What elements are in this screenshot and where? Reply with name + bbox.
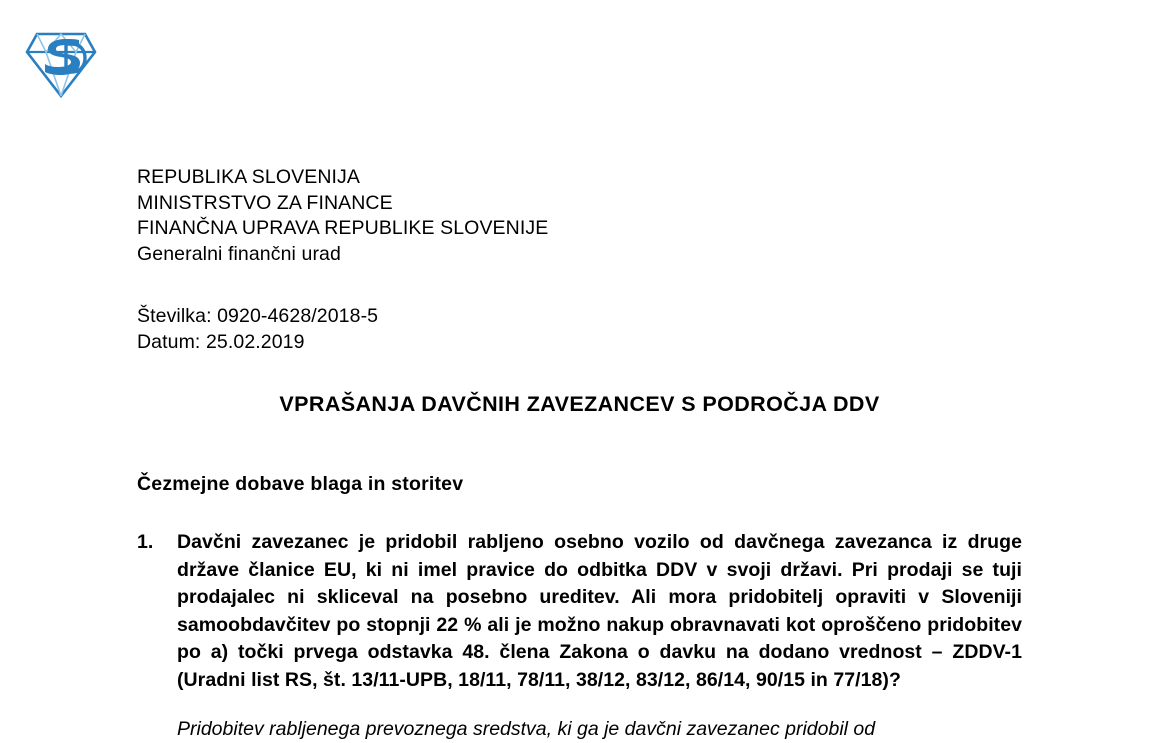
reference-date: Datum: 25.02.2019 <box>137 330 305 353</box>
answer-paragraph: Pridobitev rabljenega prevoznega sredstva, ki ga je davčni zavezanec pridobil od <box>177 718 876 740</box>
section-heading: Čezmejne dobave blaga in storitev <box>137 473 464 495</box>
question-text: Davčni zavezanec je pridobil rabljeno osebno vozilo od davčnega zavezanca iz druge države članice EU, ki ni imel pravice do odbitka DDV v svoji državi. Pri prodaji se tuji prodajalec ni skliceval na posebno ureditev. Ali mora pridobitelj opraviti v Sloveniji samoobdavčitev po stopnji 22 % ali je možno nakup obravnavati kot oproščeno pridobitev po a) točki prvega odstavka 48. člena Zakona o davku na dodano vrednost – ZDDV-1 (Uradni list RS, št. 13/11-UPB, 18/11, 78/11, 38/12, 83/12, 86/14, 90/15 in 77/18)? <box>177 531 1022 691</box>
organization-line-3: FINANČNA UPRAVA REPUBLIKE SLOVENIJE <box>137 217 549 239</box>
list-item <box>137 529 1022 694</box>
answer-paragraph-clipped <box>137 716 1022 743</box>
document-content <box>137 165 1022 694</box>
reference-number: Številka: 0920-4628/2018-5 <box>137 305 379 327</box>
page-title: VPRAŠANJA DAVČNIH ZAVEZANCEV S PODROČJA DDV <box>279 392 880 416</box>
organization-line-4: Generalni finančni urad <box>137 242 341 265</box>
organization-line-1: REPUBLIKA SLOVENIJA <box>137 166 360 188</box>
question-number: 1. <box>137 531 154 553</box>
reference-block <box>137 304 1022 355</box>
fursa-diamond-logo-icon <box>22 28 100 100</box>
organization-block <box>137 165 1022 267</box>
organization-line-2: MINISTRSTVO ZA FINANCE <box>137 191 393 214</box>
